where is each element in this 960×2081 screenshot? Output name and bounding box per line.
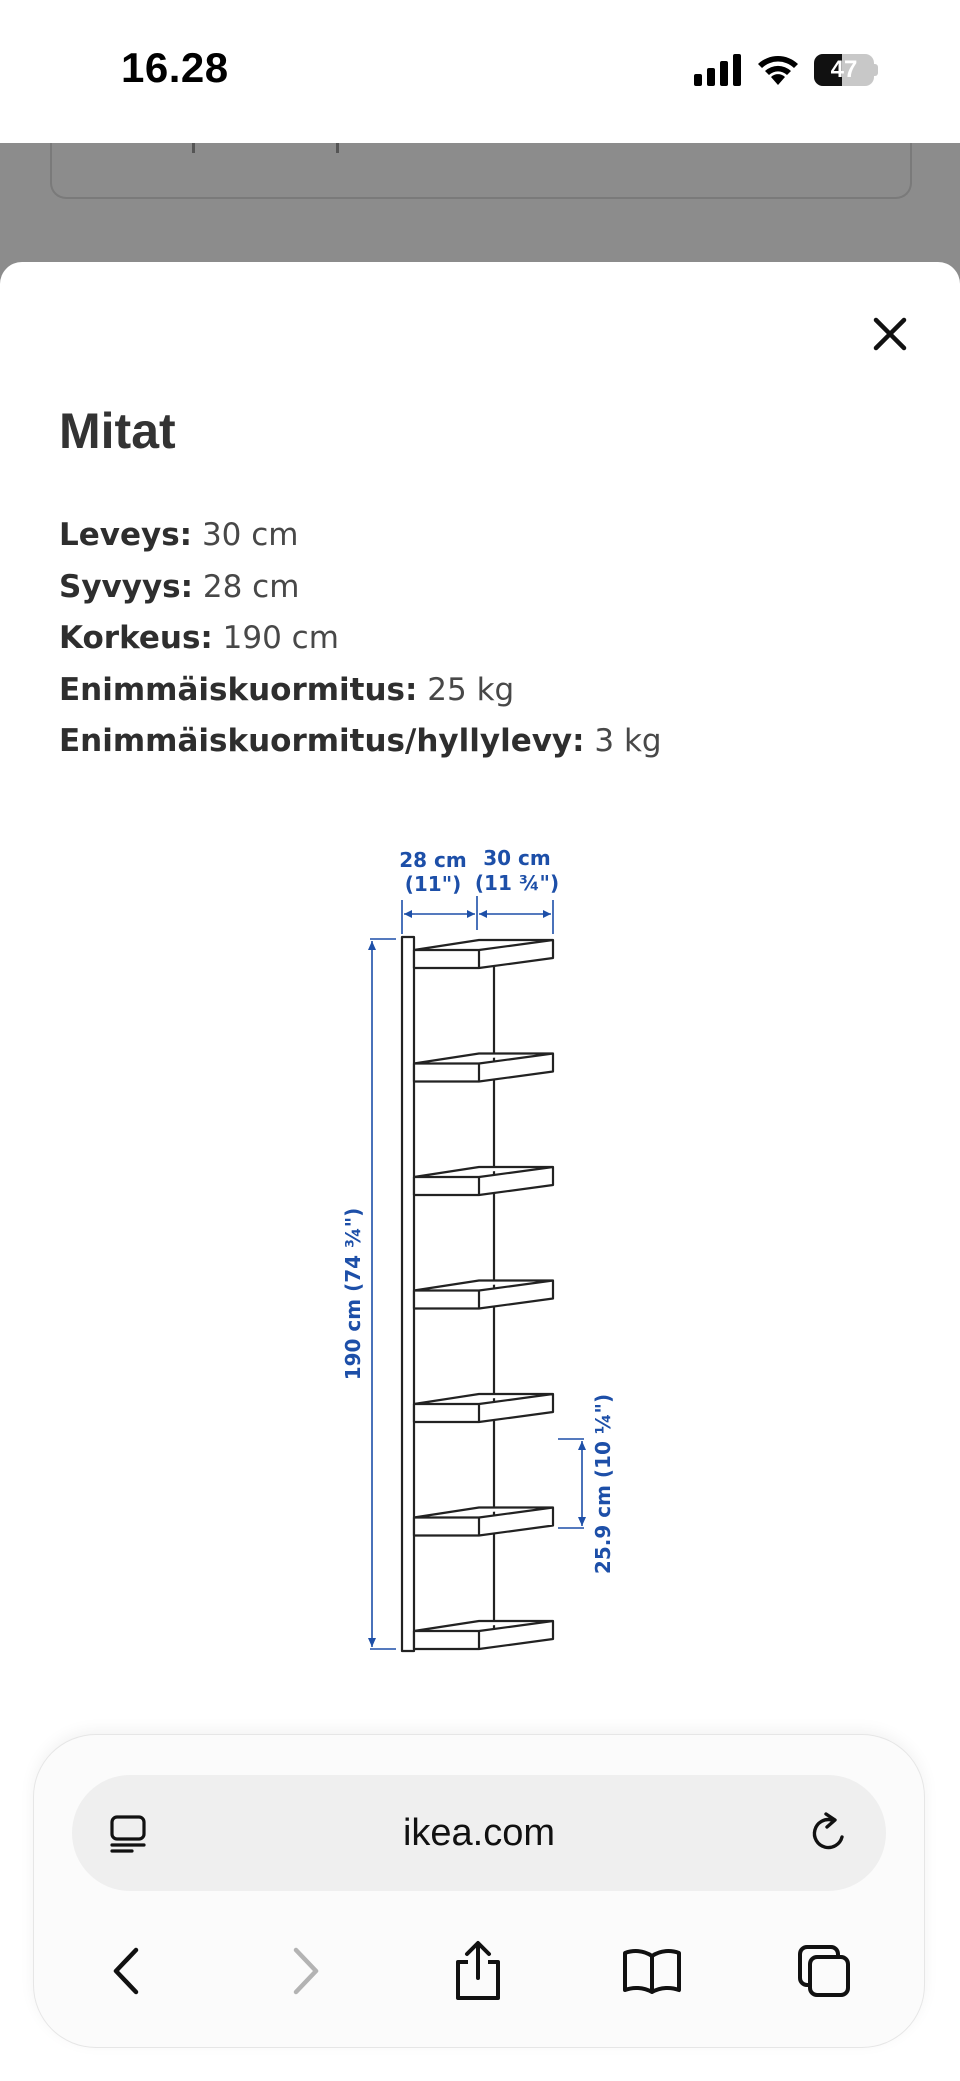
shelf <box>414 940 553 968</box>
spacing-label: 25.9 cm (10 ¼") <box>591 1393 615 1575</box>
back-button[interactable] <box>86 1929 170 2013</box>
shelf <box>414 1508 553 1536</box>
shelf <box>414 1394 553 1422</box>
share-icon <box>452 1940 504 2002</box>
sheet-title: Mitat <box>59 403 176 459</box>
close-icon <box>873 317 907 351</box>
status-icons <box>694 52 878 88</box>
share-button[interactable] <box>436 1929 520 2013</box>
dimension-max-load: Enimmäiskuormitus: 25 kg <box>59 671 515 708</box>
depth-label: 28 cm <box>399 848 467 872</box>
dimensions-list <box>59 510 662 768</box>
battery-icon <box>814 54 878 86</box>
browser-toolbar <box>34 1735 924 2047</box>
shelf-dimension-diagram <box>320 822 640 1722</box>
status-bar <box>0 0 960 143</box>
dimension-max-load-per-shelf: Enimmäiskuormitus/hyllylevy: 3 kg <box>59 723 662 759</box>
shelf <box>414 1281 553 1309</box>
background-card <box>50 143 912 199</box>
address-bar[interactable] <box>72 1775 886 1891</box>
forward-button[interactable] <box>262 1929 346 2013</box>
back-icon <box>108 1946 148 1996</box>
status-time: 16.28 <box>121 44 229 91</box>
width-label: 30 cm <box>483 846 551 870</box>
shelf <box>414 1054 553 1082</box>
tabs-icon <box>796 1943 852 1999</box>
depth-label-inch: (11") <box>404 872 462 896</box>
forward-icon <box>284 1946 324 1996</box>
cellular-signal-icon <box>694 54 742 86</box>
url-text: ikea.com <box>402 1812 556 1854</box>
bookmarks-icon <box>621 1946 683 1996</box>
reload-icon[interactable] <box>806 1809 854 1857</box>
shelf <box>414 1167 553 1195</box>
bookmarks-button[interactable] <box>610 1929 694 2013</box>
dimension-height: Korkeus: 190 cm <box>59 620 339 656</box>
height-label: 190 cm (74 ¾") <box>341 1207 365 1381</box>
close-button[interactable] <box>862 306 918 362</box>
dimension-depth: Syvyys: 28 cm <box>59 568 300 605</box>
tabs-button[interactable] <box>782 1929 866 2013</box>
shelf <box>414 1621 553 1649</box>
width-label-inch: (11 ¾") <box>474 871 560 895</box>
dimension-width: Leveys: 30 cm <box>59 517 299 553</box>
battery-level: 47 <box>830 56 858 83</box>
wifi-icon <box>756 53 800 87</box>
